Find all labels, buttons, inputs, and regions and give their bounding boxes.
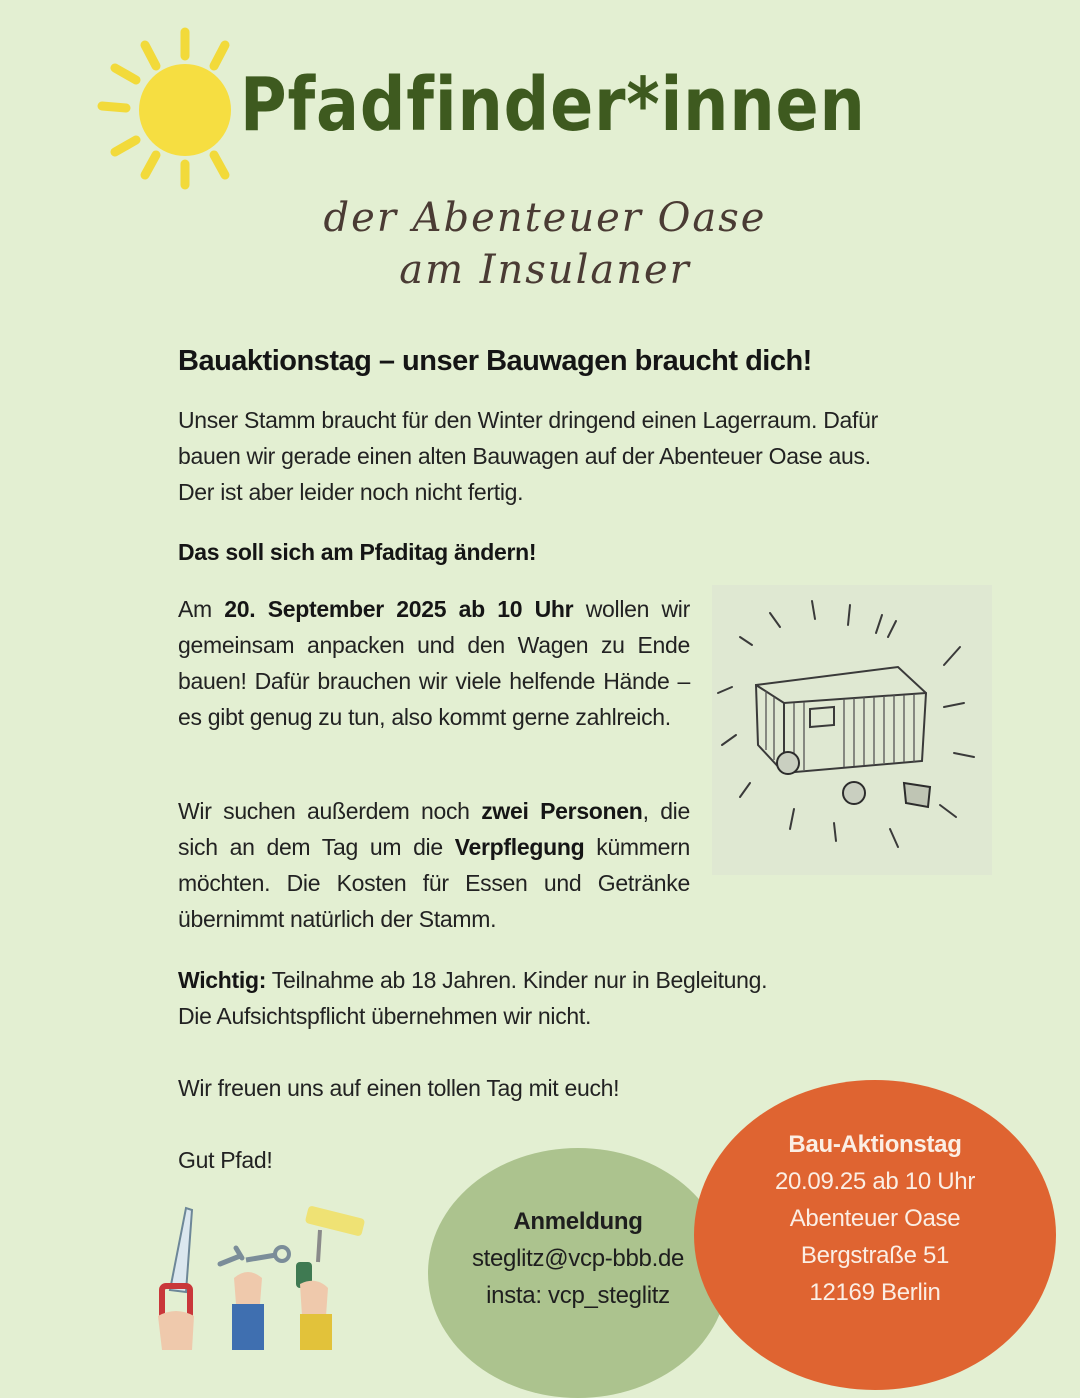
event-title: Bau-Aktionstag bbox=[788, 1131, 962, 1158]
event-date-bold: 20. September 2025 ab 10 Uhr bbox=[224, 596, 574, 622]
important-paragraph bbox=[178, 962, 898, 1034]
registration-info bbox=[428, 1203, 728, 1314]
closing-text: Wir freuen uns auf einen tollen Tag mit euch! bbox=[178, 1075, 620, 1101]
registration-email[interactable]: steglitz@vcp-bbb.de bbox=[471, 1245, 685, 1272]
important-text: Teilnahme ab 18 Jahren. Kinder nur in Begleitung. bbox=[266, 967, 768, 993]
registration-insta[interactable]: insta: vcp_steglitz bbox=[486, 1282, 670, 1309]
subheading bbox=[178, 534, 536, 570]
persons-bold: zwei Personen bbox=[481, 798, 643, 824]
p1-start: Am bbox=[178, 596, 225, 622]
p1-rest: wollen wir gemeinsam anpacken und den Wagen zu Ende bauen! Dafür brauchen wir viele helfende Hände – es gibt genug zu tun, also kommt gerne zahlreich. bbox=[178, 596, 690, 730]
registration-blob bbox=[428, 1148, 728, 1398]
event-city: 12169 Berlin bbox=[809, 1279, 941, 1306]
important-label: Wichtig: bbox=[178, 967, 267, 993]
event-place: Abenteuer Oase bbox=[789, 1205, 961, 1232]
p2-start: Wir suchen außerdem noch bbox=[178, 798, 482, 824]
event-info bbox=[694, 1126, 1056, 1311]
page-title: Pfadfinder*innen bbox=[240, 62, 866, 148]
important-text-2: Die Aufsichtspflicht übernehmen wir nicht. bbox=[178, 1003, 592, 1029]
event-street: Bergstraße 51 bbox=[800, 1242, 950, 1269]
subtitle-line-2: am Insulaner bbox=[399, 247, 691, 293]
event-date: 20.09.25 ab 10 Uhr bbox=[774, 1168, 976, 1195]
subtitle-line-1: der Abenteuer Oase bbox=[323, 195, 767, 241]
p2-rest: kümmern möchten. Die Kosten für Essen und Getränke übernimmt natürlich der Stamm. bbox=[178, 834, 690, 932]
page-subtitle bbox=[200, 192, 890, 296]
catering-bold: Verpflegung bbox=[454, 834, 585, 860]
registration-title: Anmeldung bbox=[513, 1208, 643, 1235]
event-info-blob bbox=[694, 1080, 1056, 1390]
signoff-text: Gut Pfad! bbox=[178, 1147, 273, 1173]
catering-paragraph bbox=[178, 793, 690, 937]
subheading-text: Das soll sich am Pfaditag ändern! bbox=[178, 539, 537, 565]
p2-mid: , die sich an dem Tag um die bbox=[178, 798, 690, 860]
date-paragraph bbox=[178, 591, 690, 735]
construction-trailer-icon bbox=[712, 585, 992, 875]
article-heading: Bauaktionstag – unser Bauwagen braucht dich! bbox=[178, 345, 812, 377]
hands-with-tools-icon bbox=[150, 1200, 380, 1350]
intro-paragraph: Unser Stamm braucht für den Winter dringend einen Lagerraum. Dafür bauen wir gerade einen alten Bauwagen auf der Abenteuer Oase aus. Der ist aber leider noch nicht fertig. bbox=[178, 407, 878, 505]
